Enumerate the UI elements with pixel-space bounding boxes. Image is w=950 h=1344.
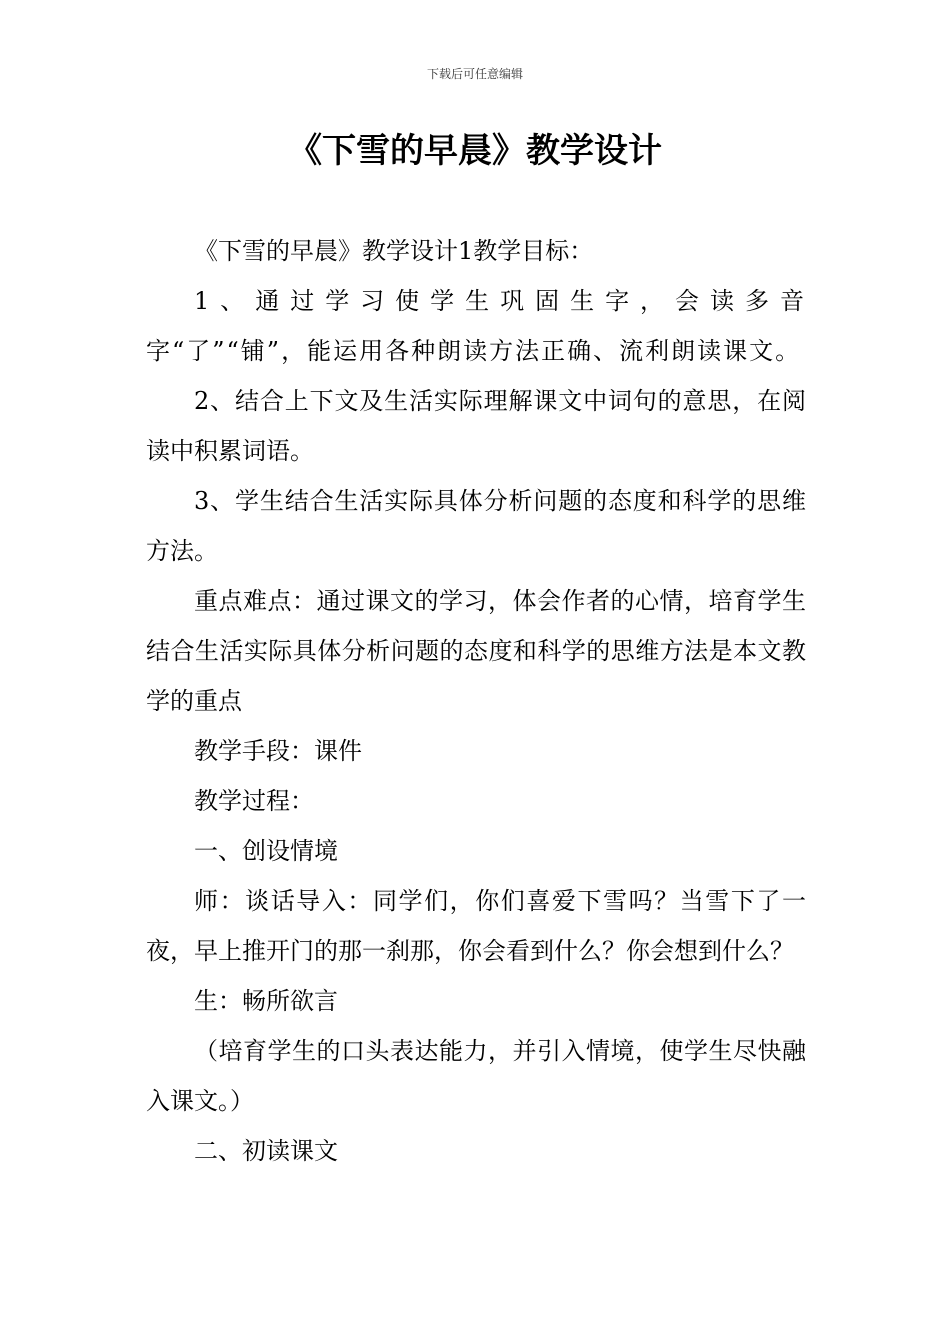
- paragraph-objectives-heading: 《下雪的早晨》教学设计1教学目标：: [194, 237, 594, 265]
- paragraph-teaching-means: 教学手段：课件: [194, 737, 362, 765]
- paragraph-teacher-intro: 师：谈话导入：同学们，你们喜爱下雪吗？当雪下了一夜，早上推开门的那一刹那，你会看到什么？你会想到什么？: [146, 887, 806, 965]
- paragraph-student-response: 生：畅所欲言: [194, 987, 338, 1015]
- paragraph-note: （培育学生的口头表达能力，并引入情境，使学生尽快融入课文。）: [146, 1037, 806, 1115]
- paragraph-objective-1: 1、通过学习使学生巩固生字，会读多音字“了”“铺”，能运用各种朗读方法正确、流利朗读课文。: [146, 287, 806, 365]
- paragraph-teaching-process: 教学过程：: [194, 787, 314, 815]
- document-body: [146, 226, 806, 1176]
- section-heading-first-reading: 二、初读课文: [194, 1137, 338, 1165]
- paragraph-key-points: 重点难点：通过课文的学习，体会作者的心情，培育学生结合生活实际具体分析问题的态度和科学的思维方法是本文教学的重点: [146, 587, 806, 715]
- document-title: 《下雪的早晨》教学设计: [288, 131, 662, 171]
- section-heading-create-scene: 一、创设情境: [194, 837, 338, 865]
- page-header-note: 下载后可任意编辑: [426, 67, 523, 81]
- paragraph-objective-3: 3、学生结合生活实际具体分析问题的态度和科学的思维方法。: [146, 487, 806, 565]
- paragraph-objective-2: 2、结合上下文及生活实际理解课文中词句的意思，在阅读中积累词语。: [146, 387, 806, 465]
